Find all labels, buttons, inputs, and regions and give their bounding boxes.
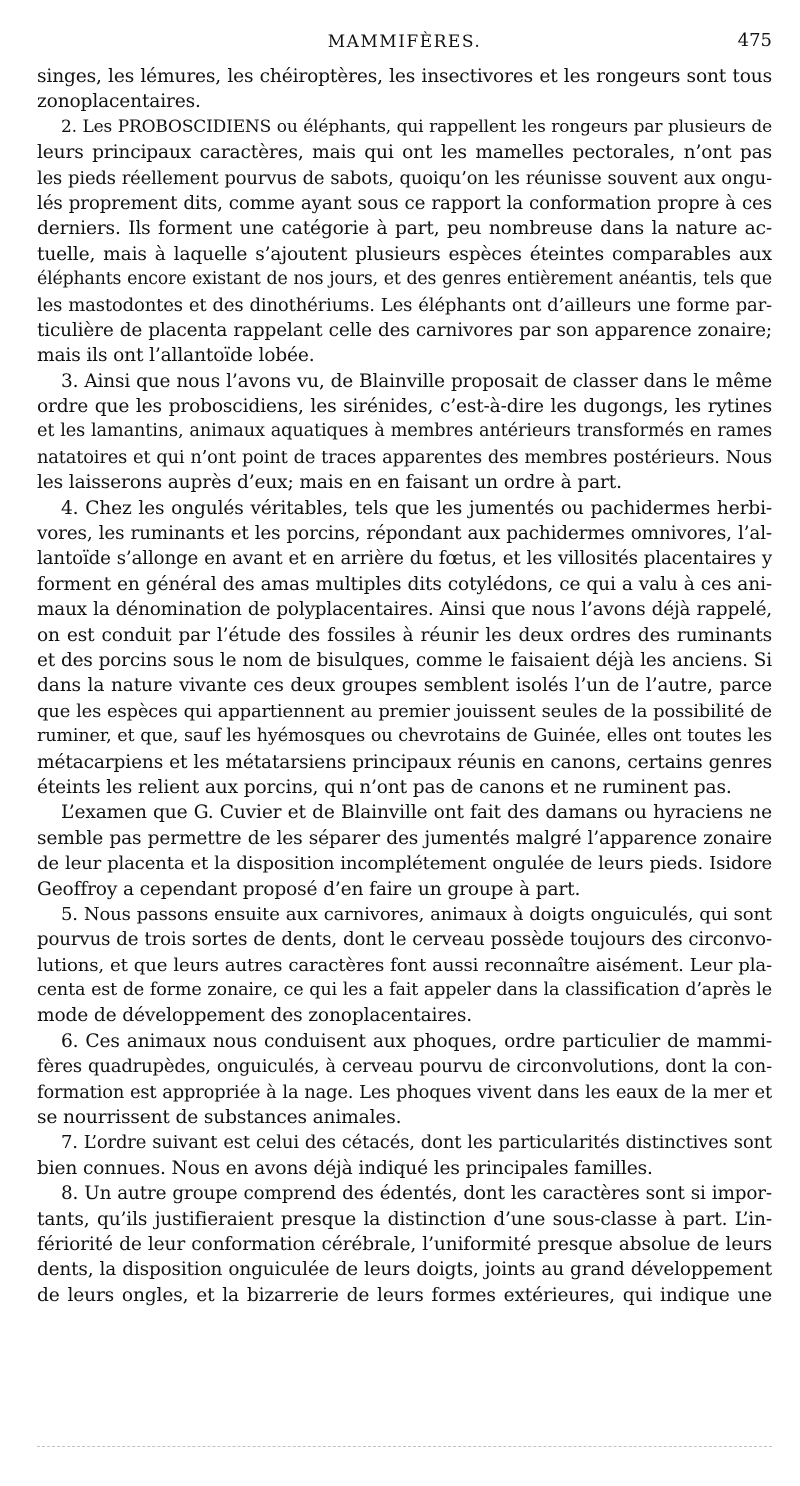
body-text (37, 64, 772, 1308)
text-line: ruminer, et que, sauf les hyémosques ou chevrotains de Guinée, elles ont toutes les (37, 726, 772, 747)
text-line: dents, la disposition onguiculée de leurs doigts, joints au grand développement (37, 1259, 772, 1281)
text-line: 6. Ces animaux nous conduisent aux phoques, ordre particulier de mammi- (61, 1030, 772, 1052)
text-line: éléphants encore existant de nos jours, et des genres entièrement anéantis, tels que (37, 269, 772, 290)
text-line: de leurs ongles, et la bizarrerie de leurs formes extérieures, qui indique une (37, 1284, 772, 1306)
running-head: MAMMIFÈRES. (327, 32, 482, 52)
text-line: mais ils ont l’allantoïde lobée. (37, 345, 315, 367)
text-line: mode de développement des zonoplacentaires. (37, 1005, 473, 1027)
text-line: dans la nature vivante ces deux groupes semblent isolés l’un de l’autre, parce (37, 675, 772, 697)
text-line: leurs principaux caractères, mais qui ont les mamelles pectorales, n’ont pas (37, 142, 772, 164)
text-line: bien connues. Nous en avons déjà indiqué les principales familles. (37, 1157, 653, 1179)
text-line: fères quadrupèdes, onguiculés, à cerveau pourvu de circonvolutions, dont la con- (37, 1056, 772, 1078)
text-line: fériorité de leur conformation cérébrale, l’uniformité presque absolue de leurs (37, 1233, 772, 1255)
page-header (37, 28, 772, 64)
text-line: maux la dénomination de polyplacentaires. Ainsi que nous l’avons déjà rappelé, (37, 599, 772, 621)
text-line: les mastodontes et des dinothériums. Les éléphants ont d’ailleurs une forme par- (37, 294, 772, 316)
text-line: métacarpiens et les métatarsiens principaux réunis en canons, certains genres (37, 751, 772, 773)
text-line: les laisserons auprès d’eux; mais en en faisant un ordre à part. (37, 472, 622, 494)
text-line: forment en général des amas multiples dits cotylédons, ce qui a valu à ces ani- (37, 573, 772, 595)
text-line: et des porcins sous le nom de bisulques, comme le faisaient déjà les anciens. Si (37, 649, 772, 671)
text-line: ticulière de placenta rappelant celle des carnivores par son apparence zonaire; (37, 319, 772, 341)
text-line: 3. Ainsi que nous l’avons vu, de Blainville proposait de classer dans le même (61, 370, 772, 392)
text-line: les pieds réellement pourvus de sabots, quoiqu’on les réunisse souvent aux ongu- (37, 167, 772, 189)
bottom-rule (37, 1446, 772, 1447)
text-line: pourvus de trois sortes de dents, dont le cerveau possède toujours des circonvo- (37, 929, 772, 951)
text-line: zonoplacentaires. (37, 91, 201, 113)
book-page (37, 28, 772, 1308)
text-line: lutions, et que leurs autres caractères font aussi reconnaître aisément. Leur pla- (37, 954, 772, 976)
text-line: vores, les ruminants et les porcins, répondant aux pachidermes omnivores, l’al- (37, 523, 772, 545)
text-line: 5. Nous passons ensuite aux carnivores, animaux à doigts onguiculés, qui sont (61, 903, 772, 925)
text-line: Geoffroy a cependant proposé d’en faire un groupe à part. (37, 878, 581, 900)
page-number: 475 (737, 30, 772, 51)
text-line: formation est appropriée à la nage. Les phoques vivent dans les eaux de la mer et (37, 1081, 772, 1103)
text-line: on est conduit par l’étude des fossiles à réunir les deux ordres des ruminants (37, 624, 772, 646)
text-line: ordre que les proboscidiens, les sirénides, c’est-à-dire les dugongs, les rytines (37, 396, 772, 418)
text-line: L’examen que G. Cuvier et de Blainville ont fait des damans ou hyraciens ne (61, 802, 772, 824)
text-line: éteints les relient aux porcins, qui n’ont pas de canons et ne ruminent pas. (37, 776, 732, 798)
text-line: 7. L’ordre suivant est celui des cétacés, dont les particularités distinctives sont (61, 1132, 772, 1154)
text-line: et les lamantins, animaux aquatiques à membres antérieurs transformés en rames (37, 421, 772, 442)
text-line: 2. Les PROBOSCIDIENS ou éléphants, qui rappellent les rongeurs par plusieurs de (61, 116, 772, 137)
text-line: derniers. Ils forment une catégorie à part, peu nombreuse dans la nature ac- (37, 218, 772, 240)
text-line: 8. Un autre groupe comprend des édentés, dont les caractères sont si impor- (61, 1183, 772, 1205)
text-line: 4. Chez les ongulés véritables, tels que les jumentés ou pachidermes herbi- (61, 497, 772, 519)
text-line: se nourrissent de substances animales. (37, 1107, 402, 1129)
text-line: que les espèces qui appartiennent au premier jouissent seules de la possibilité de (37, 700, 772, 722)
text-line: tuelle, mais à laquelle s’ajoutent plusieurs espèces éteintes comparables aux (37, 243, 772, 265)
text-line: lantoïde s’allonge en avant et en arrière du fœtus, et les villosités placentaires y (37, 548, 772, 570)
text-line: semble pas permettre de les séparer des jumentés malgré l’apparence zonaire (37, 827, 772, 849)
text-line: lés proprement dits, comme ayant sous ce rapport la conformation propre à ces (37, 192, 772, 214)
text-line: de leur placenta et la disposition incomplétement onguléе de leurs pieds. Isidore (37, 853, 772, 875)
text-line: tants, qu’ils justifieraient presque la distinction d’une sous-classe à part. L’in- (37, 1208, 772, 1230)
text-line: singes, les lémures, les chéiroptères, les insectivores et les rongeurs sont tous (37, 66, 772, 87)
text-line: natatoires et qui n’ont point de traces apparentes des membres postérieurs. Nous (37, 446, 772, 468)
text-line: centa est de forme zonaire, ce qui les a fait appeler dans la classification d’après le (37, 980, 772, 1001)
